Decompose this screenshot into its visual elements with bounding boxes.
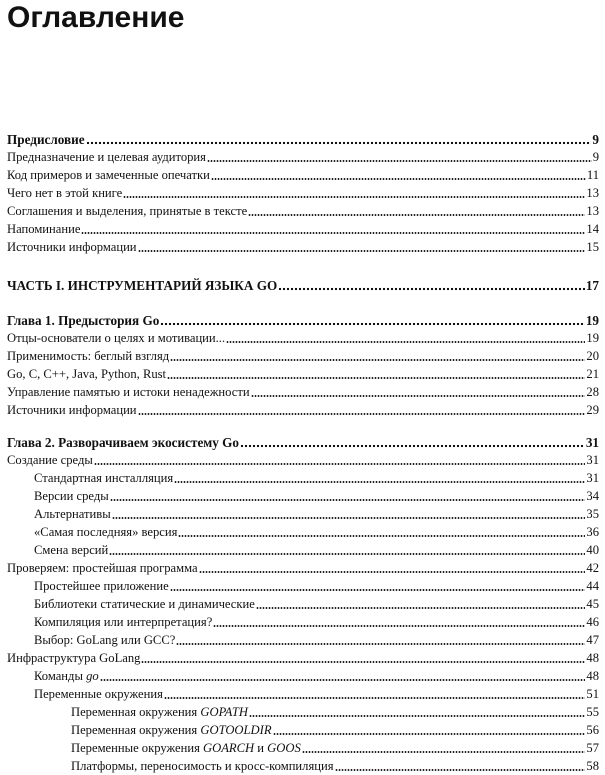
toc-entry-title-part: GOARCH [203, 741, 255, 755]
toc-page-number: 14 [586, 222, 599, 236]
dot-leader [94, 461, 586, 466]
toc-entry-title-part: Глава 1. Предыстория Go [7, 313, 160, 328]
dot-leader [170, 357, 585, 362]
toc-entry[interactable] [7, 384, 599, 401]
toc-page-number: 19 [585, 313, 599, 328]
dot-leader [123, 194, 585, 199]
toc-entry[interactable] [7, 470, 599, 487]
dot-leader [273, 731, 586, 736]
toc-page-number: 48 [586, 669, 599, 683]
toc-entry-title [7, 185, 122, 202]
toc-page-number: 13 [586, 204, 599, 218]
toc-page-number: 58 [586, 759, 599, 773]
dot-leader [109, 551, 585, 556]
toc-entry-title-part: Создание среды [7, 453, 93, 467]
toc-entry-title-part: Платформы, переносимость и кросс-компиляция [71, 759, 334, 773]
dot-leader [86, 140, 592, 145]
toc-entry-title [7, 203, 247, 220]
toc-entry-title [7, 348, 169, 365]
toc-entry-title-part: Применимость: беглый взгляд [7, 349, 170, 363]
toc-page-number: 13 [586, 186, 599, 200]
toc-entry-title-part: Управление памятью и истоки ненадежности [7, 385, 250, 399]
toc-entry-title-part: Смена версий [34, 543, 109, 557]
toc-entry-title [71, 704, 248, 721]
toc-page-number: 57 [586, 741, 599, 755]
toc-entry[interactable] [7, 758, 599, 775]
toc-entry-title [7, 366, 166, 383]
toc-entry[interactable] [7, 348, 599, 365]
toc-entry-title-part: Источники информации [7, 403, 137, 417]
toc-entry-title [7, 312, 159, 329]
toc-entry-title-part: Альтернативы [34, 507, 111, 521]
toc-entry-title [71, 722, 272, 739]
toc-entry[interactable] [7, 596, 599, 613]
toc-entry-title-part: Компиляция или интерпретация? [34, 615, 213, 629]
toc-entry-title-part: Стандартная инсталляция [34, 471, 174, 485]
dot-leader [248, 212, 585, 217]
dot-leader [112, 515, 586, 520]
toc-entry-title [7, 434, 239, 451]
dot-leader [167, 375, 585, 380]
toc-page-number: 46 [586, 615, 599, 629]
toc-entry-title [7, 650, 140, 667]
toc-entry-title-part: Источники информации [7, 240, 137, 254]
toc-page-number: 31 [586, 471, 599, 485]
toc-entry-title [7, 167, 210, 184]
toc-entry-title-part: Отцы-основатели о целях и мотивации... [7, 331, 226, 345]
toc-entry-title-part: Соглашения и выделения, принятые в тексте [7, 204, 248, 218]
toc-entry[interactable] [7, 560, 599, 577]
toc-page-number: 28 [586, 385, 599, 399]
toc-page-number: 36 [586, 525, 599, 539]
toc-entry[interactable] [7, 167, 599, 184]
toc-entry-title [34, 614, 212, 631]
toc-page-number: 9 [592, 150, 599, 164]
dot-leader [335, 767, 586, 772]
toc-entry-title-part: Глава 2. Разворачиваем экосистему Go [7, 435, 240, 450]
toc-entry-title [7, 560, 198, 577]
toc-entry-title-part: Переменные окружения [34, 687, 163, 701]
toc-entry-title-part: Переменная окружения [71, 705, 201, 719]
toc-entry-title-part: Предисловие [7, 132, 85, 147]
toc-entry-title-part: Переменная окружения [71, 723, 201, 737]
toc-entry-title-part: Инфраструктура GoLang [7, 651, 141, 665]
dot-leader [100, 677, 586, 682]
toc-entry-title [34, 668, 99, 685]
dot-leader [81, 230, 585, 235]
toc-entry-title-part: Go, C, C++, Java, Python, Rust [7, 367, 167, 381]
dot-leader [226, 339, 585, 344]
toc-entry[interactable] [7, 506, 599, 523]
toc-entry-title-part: ЧАСТЬ I. ИНСТРУМЕНТАРИЙ ЯЗЫКА GO [7, 278, 278, 293]
toc-page-number: 20 [586, 349, 599, 363]
toc-entry[interactable] [7, 614, 599, 631]
toc-entry-title-part: Простейшее приложение [34, 579, 169, 593]
dot-leader [249, 713, 585, 718]
dot-leader [213, 623, 585, 628]
toc-entry[interactable] [7, 650, 599, 667]
toc-entry-title [71, 740, 301, 757]
toc-page-number: 56 [586, 723, 599, 737]
toc-entry[interactable] [7, 312, 599, 329]
toc-page-number: 31 [585, 435, 599, 450]
toc-entry-title [7, 221, 80, 238]
toc-entry-title [34, 506, 111, 523]
dot-leader [199, 569, 586, 574]
toc-entry[interactable] [7, 488, 599, 505]
toc-entry[interactable] [7, 221, 599, 238]
toc-entry-title-part: и [254, 741, 268, 755]
toc-entry-title-part: Библиотеки статические и динамические [34, 597, 255, 611]
toc-entry[interactable] [7, 740, 599, 757]
toc-entry-title-part: Код примеров и замеченные опечатки [7, 168, 210, 182]
toc-page-number: 55 [586, 705, 599, 719]
dot-leader [251, 393, 586, 398]
dot-leader [240, 443, 585, 448]
toc-entry-title-part: GOOS [267, 741, 301, 755]
toc-page-number: 45 [586, 597, 599, 611]
toc-page-number: 42 [586, 561, 599, 575]
toc-entry-title [7, 384, 250, 401]
toc-page-number: 11 [586, 168, 599, 182]
toc-entry[interactable] [7, 239, 599, 256]
toc-entry[interactable] [7, 542, 599, 559]
toc-page-number: 35 [586, 507, 599, 521]
toc-page-number: 34 [586, 489, 599, 503]
toc-entry-title [34, 542, 108, 559]
dot-leader [164, 695, 586, 700]
toc-entry[interactable] [7, 330, 599, 347]
dot-leader [138, 411, 586, 416]
toc-entry-title-part: Версии среды [34, 489, 109, 503]
dot-leader [178, 533, 585, 538]
toc-entry-title [71, 758, 334, 775]
toc-entry-title-part: Выбор: GoLang или GCC? [34, 633, 176, 647]
toc-entry[interactable] [7, 524, 599, 541]
toc-page-number: 9 [592, 132, 599, 147]
toc-entry[interactable] [7, 185, 599, 202]
toc-entry-title [7, 402, 137, 419]
toc-page-number: 47 [586, 633, 599, 647]
toc-page-number: 17 [585, 278, 599, 293]
toc-page-number: 15 [586, 240, 599, 254]
toc-page-number: 19 [586, 331, 599, 345]
toc-entry-title [34, 470, 173, 487]
toc-entry-title-part: Проверяем: простейшая программа [7, 561, 198, 575]
toc-entry-title-part: Чего нет в этой книге [7, 186, 123, 200]
dot-leader [211, 176, 586, 181]
toc-entry-title [7, 277, 277, 294]
toc-entry-title [34, 596, 255, 613]
toc-page-number: 51 [586, 687, 599, 701]
toc-entry-title-part: Переменные окружения [71, 741, 204, 755]
toc-page-number: 29 [586, 403, 599, 417]
toc-entry[interactable] [7, 578, 599, 595]
toc-entry[interactable] [7, 722, 599, 739]
toc-entry-title-part: Команды [34, 669, 87, 683]
toc-entry-title [7, 131, 85, 148]
toc-entry[interactable] [7, 704, 599, 721]
toc-entry-title [7, 452, 93, 469]
toc-entry[interactable] [7, 277, 599, 294]
toc-entry-title [34, 488, 109, 505]
dot-leader [302, 749, 586, 754]
dot-leader [207, 158, 592, 163]
toc-entry-title [7, 239, 137, 256]
toc-entry[interactable] [7, 434, 599, 451]
toc-entry[interactable] [7, 203, 599, 220]
dot-leader [174, 479, 585, 484]
dot-leader [176, 641, 585, 646]
dot-leader [138, 248, 586, 253]
toc-entry[interactable] [7, 452, 599, 469]
dot-leader [141, 659, 585, 664]
toc-entry-title [34, 632, 175, 649]
toc-entry-title [34, 686, 163, 703]
toc-entry-title-part: GOPATH [200, 705, 248, 719]
toc-entry-title-part: GOTOOLDIR [200, 723, 272, 737]
toc-page-number: 21 [586, 367, 599, 381]
toc-entry[interactable] [7, 686, 599, 703]
toc-entry-title [34, 524, 177, 541]
toc-entry-title-part: Предназначение и целевая аудитория [7, 150, 206, 164]
toc-entry-title [34, 578, 169, 595]
dot-leader [160, 321, 585, 326]
toc-page-number: 31 [586, 453, 599, 467]
dot-leader [170, 587, 586, 592]
dot-leader [256, 605, 586, 610]
toc-entry[interactable] [7, 366, 599, 383]
page-title: Оглавление [7, 1, 185, 34]
toc-entry[interactable] [7, 131, 599, 148]
toc-page-number: 40 [586, 543, 599, 557]
toc-entry[interactable] [7, 632, 599, 649]
toc-entry-title-part: go [86, 669, 99, 683]
toc-entry-title [7, 330, 225, 347]
toc-entry[interactable] [7, 402, 599, 419]
toc-entry-title-part: Напоминание [7, 222, 81, 236]
dot-leader [278, 286, 585, 291]
toc-entry-title-part: «Самая последняя» версия [34, 525, 178, 539]
dot-leader [110, 497, 586, 502]
toc-page-number: 48 [586, 651, 599, 665]
toc-page-number: 44 [586, 579, 599, 593]
toc-entry[interactable] [7, 149, 599, 166]
toc-entry[interactable] [7, 668, 599, 685]
toc-entry-title [7, 149, 206, 166]
